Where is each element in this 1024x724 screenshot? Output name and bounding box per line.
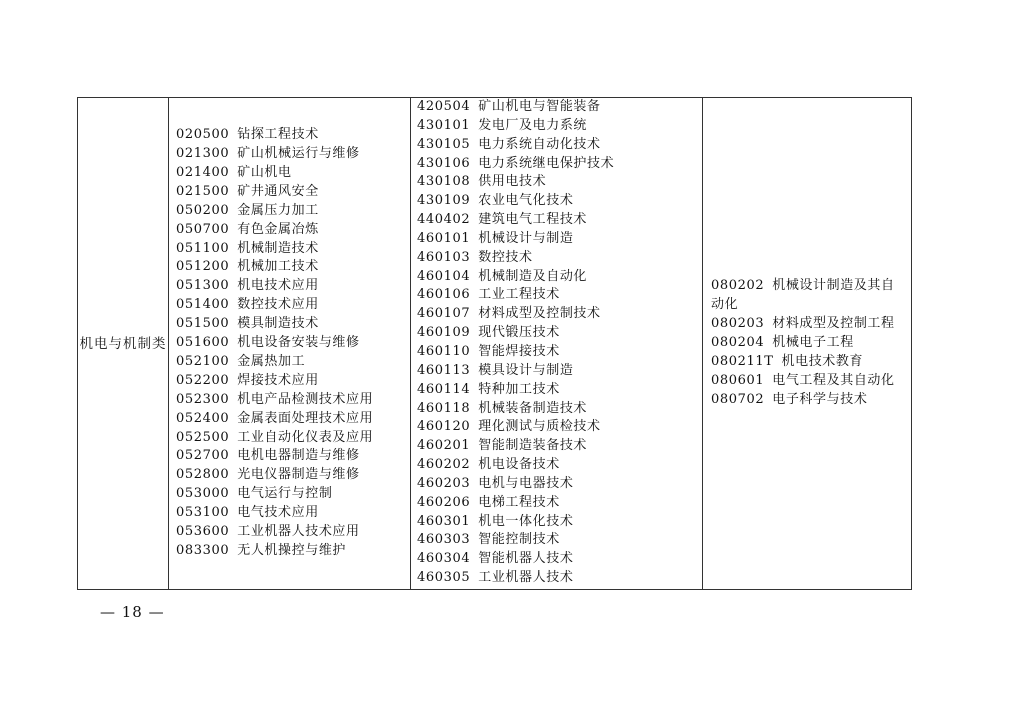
- major-code: 460303: [417, 532, 471, 548]
- list-item: [417, 173, 702, 192]
- major-name: 电气运行与控制: [237, 486, 333, 502]
- major-name: 电力系统自动化技术: [478, 136, 601, 152]
- major-name: 钻探工程技术: [237, 127, 319, 143]
- major-name: 农业电气化技术: [478, 193, 574, 209]
- major-code: 420504: [417, 99, 471, 114]
- major-name: 机械设计与制造: [478, 230, 574, 246]
- major-code: 460109: [417, 325, 471, 341]
- major-code: 052500: [176, 429, 230, 445]
- major-code: 051200: [176, 259, 230, 275]
- secondary-majors-cell: [169, 98, 411, 590]
- major-code: 080702: [711, 391, 765, 407]
- major-code: 430105: [417, 136, 471, 152]
- majors-table: [77, 97, 912, 590]
- major-name: 工业机器人技术应用: [237, 524, 360, 540]
- list-item: [176, 221, 410, 240]
- major-name: 工业工程技术: [478, 287, 560, 303]
- major-name: 机械装备制造技术: [478, 400, 588, 416]
- secondary-majors-list: [169, 126, 410, 561]
- category-label: 机电与机制类: [79, 335, 167, 352]
- category-cell: [78, 98, 169, 590]
- list-item: [417, 437, 702, 456]
- major-code: 052700: [176, 448, 230, 464]
- major-name: 电机与电器技术: [478, 475, 574, 491]
- major-name: 机械设计制造及其自动化: [711, 278, 895, 313]
- list-item: [176, 277, 410, 296]
- major-name: 智能焊接技术: [478, 343, 560, 359]
- major-code: 053600: [176, 524, 230, 540]
- list-item: [711, 334, 905, 353]
- major-name: 机电设备技术: [478, 457, 560, 473]
- major-code: 460101: [417, 230, 471, 246]
- higher-vocational-majors-cell: [411, 98, 703, 590]
- major-name: 材料成型及控制工程: [772, 316, 895, 332]
- major-code: 460206: [417, 494, 471, 510]
- list-item: [417, 362, 702, 381]
- major-code: 051300: [176, 278, 230, 294]
- major-code: 080601: [711, 372, 765, 388]
- major-code: 460110: [417, 343, 471, 359]
- major-name: 无人机操控与维护: [237, 543, 347, 559]
- major-name: 模具设计与制造: [478, 362, 574, 378]
- major-code: 052300: [176, 391, 230, 407]
- major-code: 460106: [417, 287, 471, 303]
- table-row: [78, 98, 912, 590]
- list-item: [417, 343, 702, 362]
- list-item: [417, 230, 702, 249]
- major-code: 430106: [417, 155, 471, 171]
- major-code: 460304: [417, 551, 471, 567]
- major-code: 051100: [176, 240, 230, 256]
- major-name: 智能制造装备技术: [478, 438, 588, 454]
- list-item: [711, 353, 905, 372]
- major-name: 发电厂及电力系统: [478, 117, 588, 133]
- major-name: 工业机器人技术: [478, 570, 574, 586]
- undergraduate-majors-cell: [703, 98, 912, 590]
- major-code: 460114: [417, 381, 471, 397]
- major-code: 460107: [417, 306, 471, 322]
- list-item: [176, 126, 410, 145]
- major-code: 053100: [176, 505, 230, 521]
- major-name: 机电技术应用: [237, 278, 319, 294]
- major-name: 机械电子工程: [772, 335, 854, 351]
- major-name: 电气技术应用: [237, 505, 319, 521]
- list-item: [417, 456, 702, 475]
- major-name: 智能控制技术: [478, 532, 560, 548]
- undergraduate-majors-list: [703, 277, 911, 409]
- major-name: 矿山机械运行与维修: [237, 145, 360, 161]
- list-item: [417, 192, 702, 211]
- major-name: 金属压力加工: [237, 202, 319, 218]
- major-code: 440402: [417, 212, 471, 228]
- list-item: [417, 475, 702, 494]
- list-item: [176, 334, 410, 353]
- major-code: 051600: [176, 335, 230, 351]
- major-name: 矿山机电: [237, 164, 292, 180]
- list-item: [417, 98, 702, 117]
- major-name: 机电产品检测技术应用: [237, 391, 374, 407]
- major-code: 051400: [176, 297, 230, 313]
- list-item: [176, 429, 410, 448]
- major-code: 460201: [417, 438, 471, 454]
- list-item: [417, 249, 702, 268]
- major-name: 数控技术: [478, 249, 533, 265]
- list-item: [176, 258, 410, 277]
- major-code: 430108: [417, 174, 471, 190]
- major-name: 建筑电气工程技术: [478, 212, 588, 228]
- major-name: 有色金属冶炼: [237, 221, 319, 237]
- major-code: 460113: [417, 362, 471, 378]
- list-item: [176, 466, 410, 485]
- major-code: 080211T: [711, 353, 774, 369]
- major-name: 数控技术应用: [237, 297, 319, 313]
- major-name: 电力系统继电保护技术: [478, 155, 615, 171]
- list-item: [711, 315, 905, 334]
- major-name: 特种加工技术: [478, 381, 560, 397]
- list-item: [176, 202, 410, 221]
- list-item: [176, 391, 410, 410]
- major-name: 光电仪器制造与维修: [237, 467, 360, 483]
- major-code: 052800: [176, 467, 230, 483]
- major-code: 021500: [176, 183, 230, 199]
- major-code: 460118: [417, 400, 471, 416]
- major-name: 模具制造技术: [237, 316, 319, 332]
- major-code: 051500: [176, 316, 230, 332]
- major-code: 460305: [417, 570, 471, 586]
- list-item: [417, 286, 702, 305]
- major-name: 矿井通风安全: [237, 183, 319, 199]
- list-item: [417, 494, 702, 513]
- page-number: — 18 —: [100, 603, 165, 621]
- list-item: [417, 305, 702, 324]
- list-item: [176, 164, 410, 183]
- list-item: [417, 550, 702, 569]
- major-name: 机械加工技术: [237, 259, 319, 275]
- major-code: 021400: [176, 164, 230, 180]
- major-name: 金属热加工: [237, 353, 306, 369]
- major-name: 电气工程及其自动化: [772, 372, 895, 388]
- list-item: [176, 183, 410, 202]
- major-name: 供用电技术: [478, 174, 547, 190]
- major-name: 焊接技术应用: [237, 372, 319, 388]
- major-name: 金属表面处理技术应用: [237, 410, 374, 426]
- list-item: [176, 542, 410, 561]
- major-name: 电子科学与技术: [772, 391, 868, 407]
- list-item: [176, 523, 410, 542]
- major-code: 460202: [417, 457, 471, 473]
- major-name: 工业自动化仪表及应用: [237, 429, 374, 445]
- major-code: 430101: [417, 117, 471, 133]
- major-code: 460203: [417, 475, 471, 491]
- list-item: [417, 211, 702, 230]
- major-name: 机电技术教育: [781, 353, 864, 369]
- list-item: [176, 447, 410, 466]
- list-item: [417, 268, 702, 287]
- major-code: 460103: [417, 249, 471, 265]
- major-name: 机械制造及自动化: [478, 268, 588, 284]
- major-name: 材料成型及控制技术: [478, 306, 601, 322]
- major-name: 理化测试与质检技术: [478, 419, 601, 435]
- list-item: [417, 324, 702, 343]
- list-item: [417, 418, 702, 437]
- major-code: 083300: [176, 543, 230, 559]
- major-code: 020500: [176, 127, 230, 143]
- higher-vocational-majors-list: [411, 98, 702, 588]
- list-item: [176, 240, 410, 259]
- major-name: 电梯工程技术: [478, 494, 560, 510]
- list-item: [711, 372, 905, 391]
- major-code: 053000: [176, 486, 230, 502]
- major-code: 080203: [711, 316, 765, 332]
- major-code: 460104: [417, 268, 471, 284]
- list-item: [417, 531, 702, 550]
- list-item: [176, 353, 410, 372]
- list-item: [176, 296, 410, 315]
- major-code: 052200: [176, 372, 230, 388]
- major-name: 机电一体化技术: [478, 513, 574, 529]
- major-code: 050200: [176, 202, 230, 218]
- major-name: 智能机器人技术: [478, 551, 574, 567]
- list-item: [711, 277, 905, 315]
- list-item: [417, 513, 702, 532]
- major-code: 430109: [417, 193, 471, 209]
- list-item: [176, 372, 410, 391]
- major-name: 机电设备安装与维修: [237, 335, 360, 351]
- major-code: 050700: [176, 221, 230, 237]
- major-name: 矿山机电与智能装备: [478, 99, 601, 114]
- list-item: [417, 155, 702, 174]
- major-name: 机械制造技术: [237, 240, 319, 256]
- list-item: [176, 145, 410, 164]
- list-item: [417, 117, 702, 136]
- list-item: [176, 504, 410, 523]
- list-item: [417, 400, 702, 419]
- list-item: [417, 569, 702, 588]
- major-code: 021300: [176, 145, 230, 161]
- list-item: [711, 391, 905, 410]
- list-item: [176, 485, 410, 504]
- list-item: [417, 381, 702, 400]
- major-name: 电机电器制造与维修: [237, 448, 360, 464]
- major-code: 080204: [711, 335, 765, 351]
- list-item: [176, 315, 410, 334]
- major-code: 460301: [417, 513, 471, 529]
- major-code: 460120: [417, 419, 471, 435]
- list-item: [176, 410, 410, 429]
- major-code: 052100: [176, 353, 230, 369]
- major-code: 052400: [176, 410, 230, 426]
- major-code: 080202: [711, 278, 765, 294]
- list-item: [417, 136, 702, 155]
- major-name: 现代锻压技术: [478, 325, 560, 341]
